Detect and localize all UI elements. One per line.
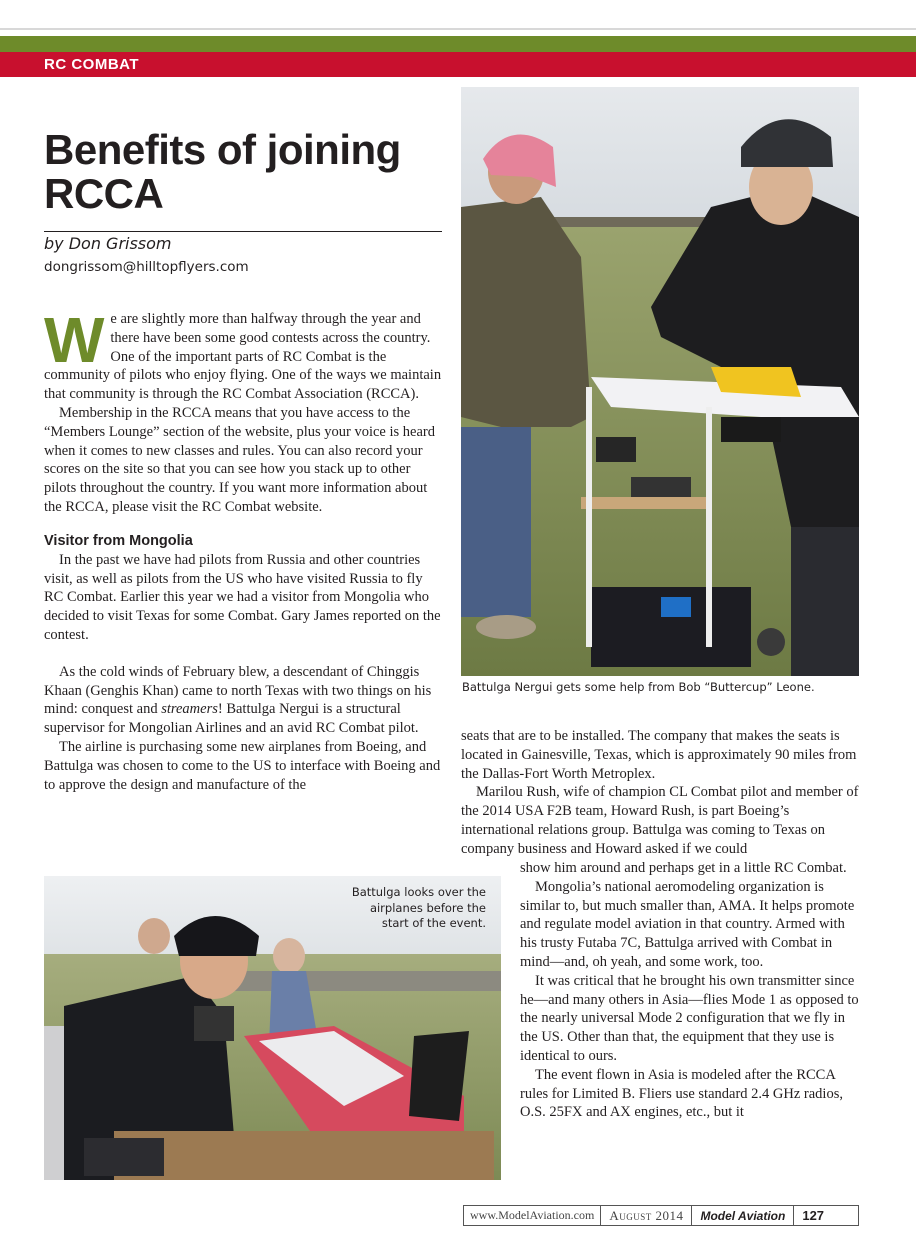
transmitter-paragraph: It was critical that he brought his own transmitter since he—and many others in Asia—flies Mode 1 as opposed to the nearly universal Mode 2 configuration that we fly in the US. Other than that, the equipment that they use is identical to ours. xyxy=(520,972,859,1064)
page-footer xyxy=(463,1205,859,1226)
article-title: Benefits of joining RCCA xyxy=(44,126,401,217)
marilou-paragraph: Marilou Rush, wife of champion CL Combat pilot and member of the 2014 USA F2B team, Howard Rush, is part Boeing’s international relations group. Battulga was coming to Texas on company business and Howard asked if we could xyxy=(461,784,859,857)
left-column xyxy=(44,304,442,794)
drop-cap: W xyxy=(44,304,105,376)
membership-paragraph: Membership in the RCCA means that you have access to the “Members Lounge” section of the website, plus your voice is heard when it comes to new classes and rules. You can also record your scores on the site so that you can see how you stack up to other pilots throughout the country. If you want more information about the RCCA, please visit the RC Combat website. xyxy=(44,404,435,515)
intro-paragraph: We are slightly more than halfway through the year and there have been some good contests across the country. One of the important parts of RC Combat is the community of pilots who enjoy flying. One of the ways we maintain that community is through the RC Combat Association (RCCA). xyxy=(44,304,442,403)
author-email[interactable]: dongrissom@hilltopflyers.com xyxy=(44,259,249,275)
section-color-bar xyxy=(0,36,916,52)
top-photo-caption: Battulga Nergui gets some help from Bob “Buttercup” Leone. xyxy=(462,680,815,694)
footer-magazine: Model Aviation xyxy=(700,1208,786,1223)
byline: by Don Grissom xyxy=(44,234,172,253)
marilou-paragraph-cont: show him around and perhaps get in a little RC Combat. xyxy=(520,860,847,876)
bottom-photo-caption: Battulga looks over the airplanes before the start of the event. xyxy=(351,885,486,930)
footer-url[interactable]: www.ModelAviation.com xyxy=(470,1208,595,1222)
event-paragraph: The event flown in Asia is modeled after the RCCA rules for Limited B. Fliers use standard 2.4 GHz radios, O.S. 25FX and AX engines, etc., but it xyxy=(520,1066,843,1121)
right-column-top xyxy=(461,727,859,859)
title-rule xyxy=(44,231,442,232)
top-rule xyxy=(0,28,916,30)
section-subhead: Visitor from Mongolia xyxy=(44,532,193,549)
mongolia-org-paragraph: Mongolia’s national aeromodeling organization is similar to, but much smaller than, AMA. It helps promote and regulate model aviation in that country. Armed with his trusty Futaba 7C, Battulga arrived with Combat in mind—and, oh yeah, and some work, too. xyxy=(520,878,855,970)
footer-date: August 2014 xyxy=(609,1207,684,1223)
winds-paragraph: As the cold winds of February blew, a descendant of Chinggis Khaan (Genghis Khan) came to north Texas with two things on his mind: conquest and streamers! Battulga Nergui is a structural supervisor for Mongolian Airlines and an avid RC Combat pilot. xyxy=(44,663,432,737)
right-column-bottom xyxy=(520,859,860,1122)
airline-paragraph: The airline is purchasing some new airplanes from Boeing, and Battulga was chosen to come to the US to interface with Boeing and to approve the design and manufacture of the xyxy=(44,738,441,793)
visitor-paragraph: In the past we have had pilots from Russia and other countries visit, as well as pilots from the US who have visited Russia to fly RC Combat. Earlier this year we had a visitor from Mongolia who decided to visit Texas for some Combat. Gary James reported on the contest. xyxy=(44,551,441,643)
section-label: RC COMBAT xyxy=(0,52,916,77)
seats-paragraph: seats that are to be installed. The company that makes the seats is located in Gainesville, Texas, which is approximately 90 miles from the Dallas-Fort Worth Metroplex. xyxy=(461,728,857,782)
page-number: 127 xyxy=(802,1208,825,1223)
photo-pilots-at-cart xyxy=(461,87,859,676)
